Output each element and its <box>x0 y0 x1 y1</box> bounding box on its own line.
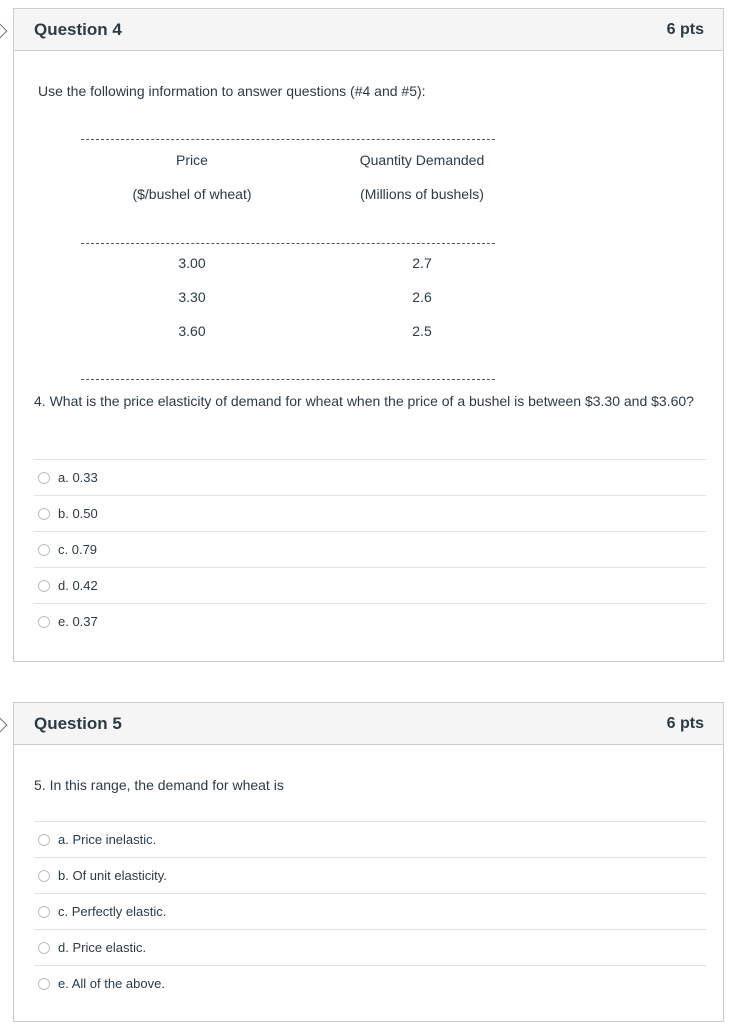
table-cell-price: 3.60 <box>178 323 206 339</box>
question-4-title: Question 4 <box>34 19 122 39</box>
table-subheader-price: ($/bushel of wheat) <box>132 186 252 202</box>
answer-option[interactable] <box>34 965 706 1001</box>
radio-button[interactable] <box>38 906 50 918</box>
table-divider-bottom <box>81 379 495 380</box>
question-4-card <box>13 8 724 662</box>
radio-button[interactable] <box>38 978 50 990</box>
radio-button[interactable] <box>38 616 50 628</box>
answer-label: d. 0.42 <box>58 578 98 593</box>
table-header-quantity: Quantity Demanded <box>359 152 485 168</box>
question-5-body <box>14 745 723 1021</box>
answer-label: a. Price inelastic. <box>58 832 157 847</box>
answer-label: c. Perfectly elastic. <box>58 904 167 919</box>
table-cell-price: 3.00 <box>178 255 206 271</box>
answer-option[interactable] <box>34 531 706 567</box>
table-header-price: Price <box>176 152 208 168</box>
question-5-stem: 5. In this range, the demand for wheat is <box>34 777 284 793</box>
answer-option[interactable] <box>34 567 706 603</box>
answer-label: e. All of the above. <box>58 976 165 991</box>
answer-option[interactable] <box>34 857 706 893</box>
answer-label: b. 0.50 <box>58 506 98 521</box>
radio-button[interactable] <box>38 580 50 592</box>
question-5-header <box>14 703 723 745</box>
question-4-header <box>14 9 723 51</box>
radio-button[interactable] <box>38 834 50 846</box>
answer-label: e. 0.37 <box>58 614 98 629</box>
answer-option[interactable] <box>34 821 706 857</box>
radio-button[interactable] <box>38 508 50 520</box>
question-4-answers <box>34 459 706 639</box>
question-4-body <box>14 51 723 661</box>
radio-button[interactable] <box>38 870 50 882</box>
question-4-stem: 4. What is the price elasticity of demand for wheat when the price of a bushel is between $3.30 and $3.60? <box>34 393 694 409</box>
radio-button[interactable] <box>38 472 50 484</box>
answer-label: a. 0.33 <box>58 470 98 485</box>
question-4-flag-icon[interactable] <box>0 23 7 40</box>
answer-option[interactable] <box>34 603 706 639</box>
answer-option[interactable] <box>34 495 706 531</box>
question-5-card <box>13 702 724 1022</box>
answer-option[interactable] <box>34 459 706 495</box>
answer-label: c. 0.79 <box>58 542 98 557</box>
table-divider-middle <box>81 243 495 244</box>
question-5-points: 6 pts <box>666 714 704 732</box>
table-subheader-quantity: (Millions of bushels) <box>360 186 484 202</box>
radio-button[interactable] <box>38 544 50 556</box>
question-5-answers <box>34 821 706 1001</box>
table-divider-top <box>81 139 495 140</box>
question-5-title: Question 5 <box>34 713 122 733</box>
table-cell-quantity: 2.6 <box>412 289 432 305</box>
answer-label: b. Of unit elasticity. <box>58 868 167 883</box>
question-5-flag-icon[interactable] <box>0 717 7 734</box>
radio-button[interactable] <box>38 942 50 954</box>
table-cell-quantity: 2.5 <box>412 323 432 339</box>
answer-option[interactable] <box>34 893 706 929</box>
answer-label: d. Price elastic. <box>58 940 147 955</box>
table-cell-quantity: 2.7 <box>412 255 432 271</box>
table-cell-price: 3.30 <box>178 289 206 305</box>
question-4-points: 6 pts <box>666 20 704 38</box>
answer-option[interactable] <box>34 929 706 965</box>
question-4-intro: Use the following information to answer questions (#4 and #5): <box>38 83 426 99</box>
